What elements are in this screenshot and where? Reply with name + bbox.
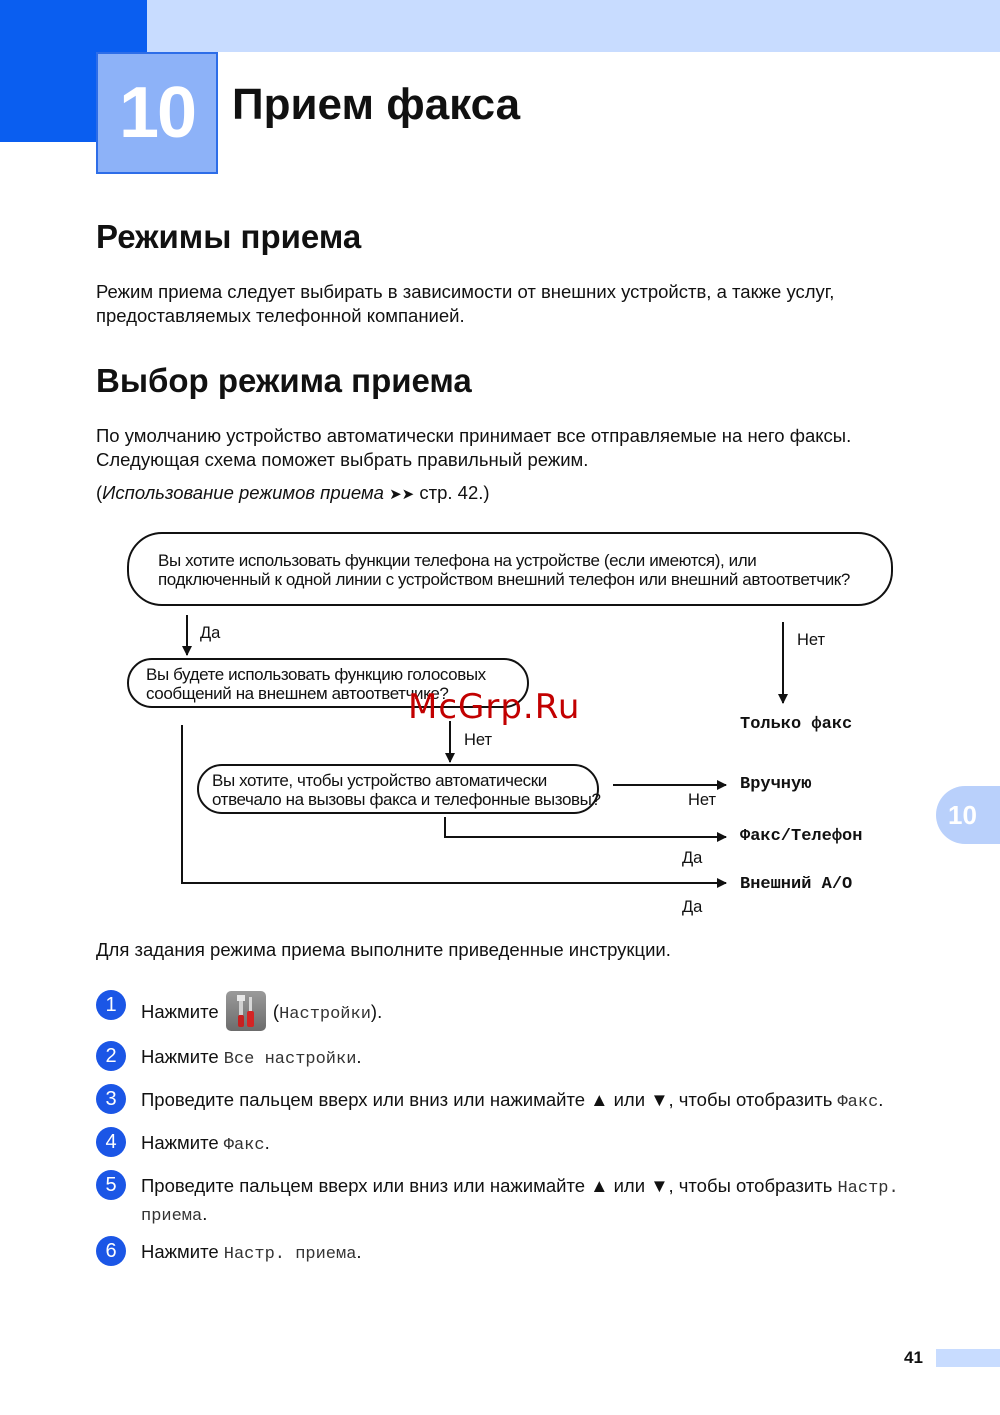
receive-setup-label-cont[interactable]: приема — [141, 1207, 203, 1226]
instructions-intro: Для задания режима приема выполните приведенные инструкции. — [96, 939, 671, 960]
cross-reference[interactable]: (Использование режимов приема ➤➤ стр. 42.) — [96, 482, 490, 503]
question-3-line-2: отвечало на вызовы факса и телефонные вызовы? — [212, 790, 601, 809]
step-number: 3 — [96, 1084, 126, 1114]
double-arrow-icon: ➤➤ — [389, 486, 415, 503]
label-no-q3: Нет — [688, 791, 717, 809]
step-number: 1 — [96, 990, 126, 1020]
question-1-line-1: Вы хотите использовать функции телефона на устройстве (если имеются), или — [158, 551, 757, 570]
chapter-title: Прием факса — [232, 80, 521, 129]
result-fax-tel: Факс/Телефон — [740, 827, 863, 846]
result-fax-only: Только факс — [740, 715, 853, 734]
step-number: 6 — [96, 1236, 126, 1266]
fax-label[interactable]: Факс — [837, 1093, 879, 1112]
all-settings-label[interactable]: Все настройки — [223, 1050, 357, 1069]
result-manual: Вручную — [740, 775, 812, 794]
settings-tools-icon[interactable] — [226, 991, 266, 1031]
section-title-select: Выбор режима приема — [96, 362, 472, 399]
label-yes-q3: Да — [682, 849, 703, 867]
receive-mode-flowchart — [96, 525, 926, 925]
label-no-q1: Нет — [797, 631, 826, 649]
section-title-modes: Режимы приема — [96, 218, 362, 255]
question-2-line-2: сообщений на внешнем автоответчике? — [146, 684, 449, 703]
settings-label: Настройки — [279, 1004, 371, 1024]
select-text-line-1: По умолчанию устройство автоматически принимает все отправляемые на него факсы. — [96, 425, 852, 446]
receive-setup-label[interactable]: Настр. — [837, 1179, 899, 1198]
question-3-line-1: Вы хотите, чтобы устройство автоматически — [212, 771, 547, 790]
question-1-line-2: подключенный к одной линии с устройством внешний телефон или внешний автоответчик? — [158, 570, 850, 589]
label-yes-q1: Да — [200, 624, 221, 642]
fax-label[interactable]: Факс — [223, 1136, 265, 1155]
arrow-q3-yes — [445, 817, 726, 837]
reference-title: Использование режимов приема — [102, 482, 384, 503]
modes-text-line-1: Режим приема следует выбирать в зависимости от внешних устройств, а также услуг, — [96, 281, 835, 302]
chapter-side-tab[interactable]: 10 — [936, 786, 1000, 844]
step-number: 2 — [96, 1041, 126, 1071]
chapter-number-box: 10 — [96, 52, 218, 174]
footer-bar — [936, 1349, 1000, 1367]
header-band — [147, 0, 1000, 52]
label-no-q2: Нет — [464, 731, 493, 749]
step-number: 5 — [96, 1170, 126, 1200]
watermark: McGrp.Ru — [408, 687, 581, 727]
label-yes-q2: Да — [682, 898, 703, 916]
step-number: 4 — [96, 1127, 126, 1157]
modes-text-line-2: предоставляемых телефонной компанией. — [96, 305, 465, 326]
receive-setup-label[interactable]: Настр. приема — [223, 1245, 357, 1264]
select-text-line-2: Следующая схема поможет выбрать правильный режим. — [96, 449, 589, 470]
question-2-line-1: Вы будете использовать функцию голосовых — [146, 665, 486, 684]
result-external-tad: Внешний А/О — [740, 875, 853, 894]
page-number: 41 — [904, 1348, 923, 1367]
